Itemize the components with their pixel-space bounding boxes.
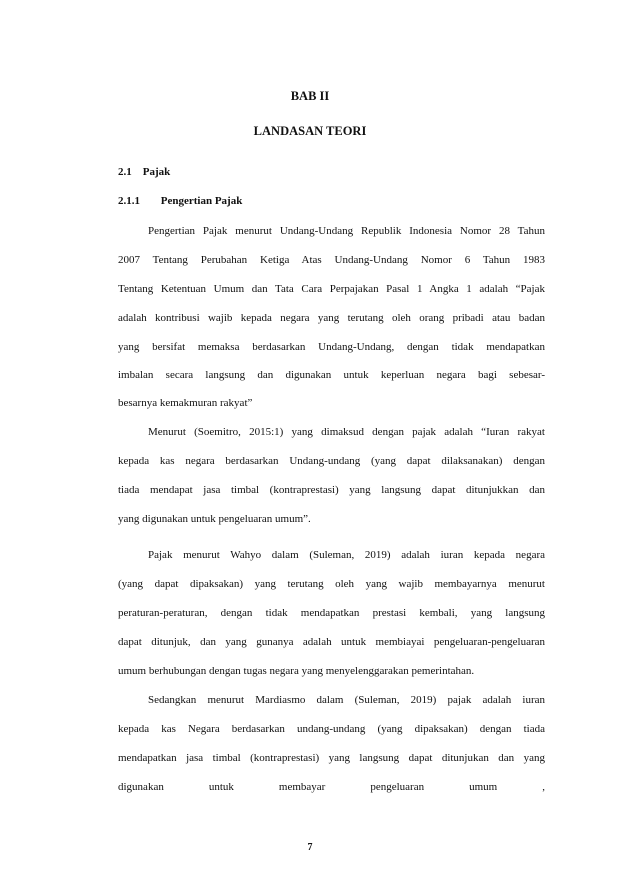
paragraph-line: 2007 Tentang Perubahan Ketiga Atas Undang-Undang Nomor 6 Tahun 1983 [118, 254, 545, 266]
paragraph-line: tiada mendapat jasa timbal (kontraprestasi) yang langsung dapat ditunjukkan dan [118, 484, 545, 496]
paragraph-line: kepada kas negara berdasarkan Undang-undang (yang dapat dilaksanakan) dengan [118, 455, 545, 467]
section-heading [118, 166, 170, 178]
paragraph-line: imbalan secara langsung dan digunakan untuk keperluan negara bagi sebesar- [118, 369, 545, 381]
subsection-heading [118, 195, 242, 207]
subsection-number: 2.1.1 [118, 195, 140, 207]
paragraph-line: kepada kas Negara berdasarkan undang-undang (yang dipaksakan) dengan tiada [118, 723, 545, 735]
paragraph-line: Menurut (Soemitro, 2015:1) yang dimaksud dengan pajak adalah “Iuran rakyat [148, 426, 545, 438]
paragraph-line: umum berhubungan dengan tugas negara yang menyelenggarakan pemerintahan. [118, 665, 475, 677]
paragraph-line: Pajak menurut Wahyo dalam (Suleman, 2019) adalah iuran kepada negara [148, 549, 545, 561]
subsection-title: Pengertian Pajak [160, 195, 243, 207]
section-title: Pajak [142, 166, 171, 178]
paragraph-line: Tentang Ketentuan Umum dan Tata Cara Perpajakan Pasal 1 Angka 1 adalah “Pajak [118, 283, 545, 295]
paragraph-line: yang digunakan untuk pengeluaran umum”. [118, 513, 311, 525]
paragraph-line: peraturan-peraturan, dengan tidak mendapatkan prestasi kembali, yang langsung [118, 607, 545, 619]
paragraph-line: dapat ditunjuk, dan yang gunanya adalah untuk membiayai pengeluaran-pengeluaran [118, 636, 545, 648]
paragraph-line: (yang dapat dipaksakan) yang terutang oleh yang wajib membayarnya menurut [118, 578, 545, 590]
paragraph-line: Pengertian Pajak menurut Undang-Undang Republik Indonesia Nomor 28 Tahun [148, 225, 545, 237]
paragraph-line: Sedangkan menurut Mardiasmo dalam (Suleman, 2019) pajak adalah iuran [148, 694, 545, 706]
paragraph-line: adalah kontribusi wajib kepada negara yang terutang oleh orang pribadi atau badan [118, 312, 545, 324]
paragraph-line: besarnya kemakmuran rakyat” [118, 397, 253, 409]
page-number: 7 [307, 842, 313, 853]
chapter-label: BAB II [290, 89, 330, 103]
paragraph-line: digunakan untuk membayar pengeluaran umum , [118, 781, 545, 793]
paragraph-line: yang bersifat memaksa berdasarkan Undang-Undang, dengan tidak mendapatkan [118, 341, 545, 353]
chapter-title: LANDASAN TEORI [253, 124, 367, 138]
paragraph-line: mendapatkan jasa timbal (kontraprestasi) yang langsung dapat ditunjukan dan yang [118, 752, 545, 764]
section-number: 2.1 [118, 166, 132, 178]
